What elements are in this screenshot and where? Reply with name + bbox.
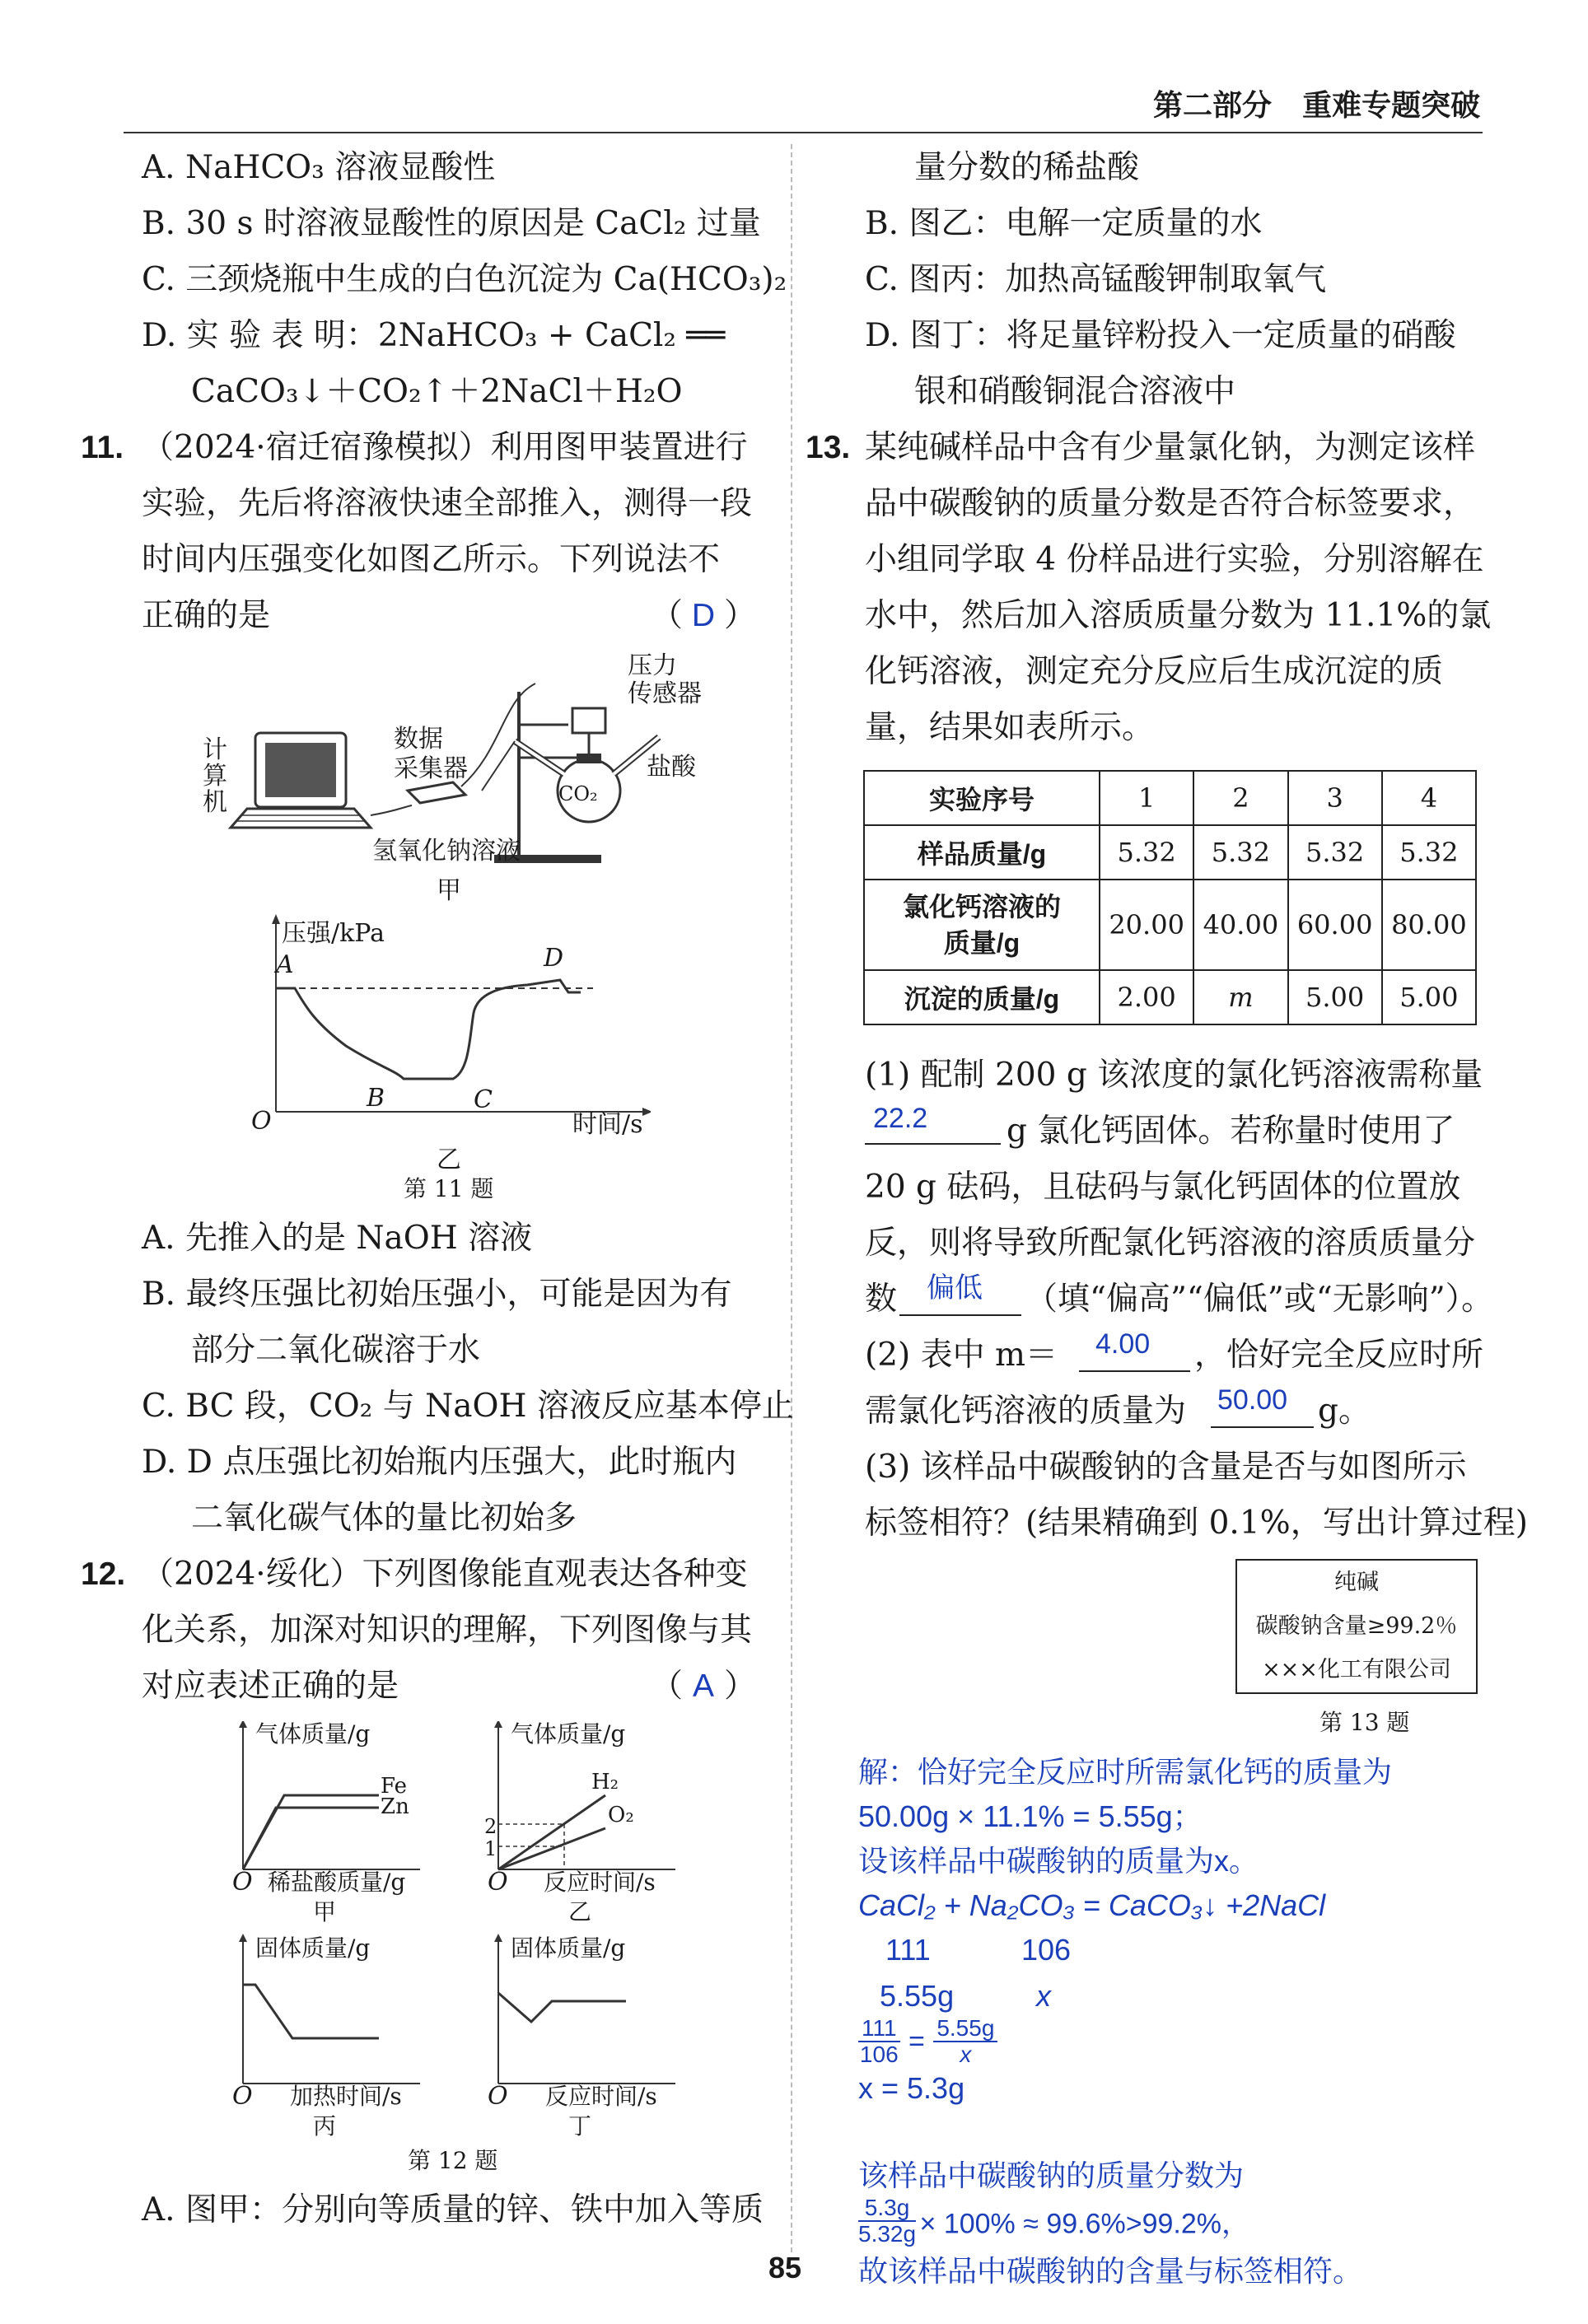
label-co2: CO₂ (558, 782, 598, 805)
q11-option-b: B. 最终压强比初始压强小，可能是因为有 (142, 1276, 732, 1313)
point-d: D (544, 944, 564, 973)
q13-line: 水中，然后加入溶质质量分数为 11.1%的氯 (865, 597, 1492, 634)
solution-mr-cacl2: 111 (885, 1933, 931, 1967)
label-sensor: 压力 传感器 (628, 651, 702, 708)
q12-option-c: C. 图丙：加热高锰酸钾制取氧气 (865, 261, 1327, 298)
q12-option-d-cont: 银和硝酸铜混合溶液中 (914, 373, 1236, 410)
q12-option-b: B. 图乙：电解一定质量的水 (865, 205, 1263, 242)
point-c: C (474, 1085, 493, 1114)
graph-xlabel: 时间/s (572, 1110, 643, 1139)
graph-origin: O (251, 1107, 272, 1136)
q11-option-b-cont: 部分二氧化碳溶于水 (191, 1332, 481, 1369)
g2-origin: O (488, 1868, 508, 1897)
q13-p1-line5a: 数 (865, 1281, 898, 1318)
q13-p1-line3: 20 g 砝码，且砝码与氯化钙固体的位置放 (865, 1169, 1461, 1206)
table-row: 样品质量/g 5.32 5.32 5.32 5.32 (864, 825, 1476, 880)
q12-line: 对应表述正确的是 (142, 1668, 399, 1705)
g4-ylabel: 固体质量/g (511, 1934, 626, 1962)
header-title: 重难专题突破 (1302, 88, 1481, 122)
answer-cacl2-mass: 22.2 (873, 1103, 928, 1134)
g2-ylabel: 气体质量/g (511, 1720, 626, 1748)
q11-line: 正确的是 (142, 597, 271, 634)
q12-answer-box: （ A ） (651, 1668, 757, 1705)
q13-number: 13. (806, 430, 851, 465)
g2-xlabel: 反应时间/s (544, 1869, 656, 1896)
solution-line: 设该样品中碳酸钠的质量为x。 (858, 1844, 1259, 1878)
q13-line: 某纯碱样品中含有少量氯化钠，为测定该样 (865, 429, 1476, 466)
q13-p2-a: (2) 表中 m＝ (865, 1337, 1058, 1374)
q13-p3-line1: (3) 该样品中碳酸钠的含量是否与如图所示 (865, 1449, 1467, 1486)
q12-option-d: D. 图丁：将足量锌粉投入一定质量的硝酸 (865, 317, 1456, 354)
label-name: 纯碱 (1334, 1570, 1379, 1595)
q12-line: （2024·绥化）下列图像能直观表达各种变 (142, 1556, 748, 1593)
q10-option-d-cont: CaCO₃↓＋CO₂↑＋2NaCl＋H₂O (191, 373, 683, 410)
q11-option-c: C. BC 段，CO₂ 与 NaOH 溶液反应基本停止 (142, 1388, 794, 1425)
graph-ylabel: 压强/kPa (282, 919, 385, 948)
results-table (863, 770, 1477, 1025)
g2-caption: 乙 (568, 1898, 592, 1925)
q12-number: 12. (81, 1556, 126, 1592)
g2-h2: H₂ (591, 1770, 619, 1794)
answer-m: 4.00 (1095, 1328, 1151, 1360)
q13-p1-line5b: （填“偏高”“偏低”或“无影响”）。 (1025, 1281, 1494, 1318)
g2-tick-1: 1 (484, 1837, 497, 1860)
q13-p1-line4: 反，则将导致所配氯化钙溶液的溶质质量分 (865, 1225, 1476, 1262)
q11-answer: D (691, 598, 716, 633)
label-content: 碳酸钠含量≥99.2％ (1255, 1613, 1458, 1639)
q13-line: 化钙溶液，测定充分反应后生成沉淀的质 (865, 653, 1444, 690)
g3-ylabel: 固体质量/g (255, 1934, 371, 1962)
g1-xlabel: 稀盐酸质量/g (268, 1869, 406, 1896)
g3-origin: O (232, 2082, 253, 2111)
solution-x: x (1036, 1979, 1051, 2013)
q10-option-a: A. NaHCO₃ 溶液显酸性 (142, 149, 496, 186)
q13-p1-line1: (1) 配制 200 g 该浓度的氯化钙溶液需称量 (865, 1057, 1483, 1094)
q11-figure-caption: 第 11 题 (404, 1175, 494, 1202)
solution-line: 该样品中碳酸钠的质量分数为 (858, 2158, 1245, 2192)
q12-graphs (231, 1721, 692, 2133)
q13-line: 小组同学取 4 份样品进行实验，分别溶解在 (865, 541, 1484, 578)
q13-line: 量，结果如表所示。 (865, 709, 1155, 746)
g2-tick-2: 2 (484, 1815, 497, 1838)
q12-line: 化关系，加深对知识的理解，下列图像与其 (142, 1612, 753, 1649)
q11-line: （2024·宿迁宿豫模拟）利用图甲装置进行 (142, 429, 748, 466)
column-divider (791, 144, 792, 2252)
solution-proportion: $\frac{111}{106}$ = $\frac{5.55g}{x}$ (858, 2016, 997, 2067)
g1-zn: Zn (381, 1794, 409, 1819)
label-company: ×××化工有限公司 (1262, 1657, 1451, 1682)
point-a: A (276, 950, 294, 979)
g4-origin: O (488, 2082, 508, 2111)
q11-line: 实验，先后将溶液快速全部推入，测得一段 (142, 485, 753, 522)
q12-answer: A (693, 1668, 715, 1704)
label-naoh: 氢氧化钠溶液 (372, 837, 521, 866)
product-label (1235, 1559, 1478, 1694)
g1-origin: O (232, 1868, 253, 1897)
header-part: 第二部分 (1153, 88, 1273, 122)
solution-conclusion: 故该样品中碳酸钠的含量与标签相符。 (858, 2254, 1363, 2288)
g3-caption: 丙 (313, 2112, 337, 2140)
solution-equation: CaCl₂ + Na₂CO₃ = CaCO₃↓ +2NaCl (858, 1888, 1326, 1922)
caption-yi: 乙 (437, 1146, 461, 1174)
solution-mr-na2co3: 106 (1021, 1933, 1072, 1967)
q11-answer-box: （ D ） (651, 597, 757, 634)
label-collector: 数据 采集器 (394, 725, 468, 783)
solution-mass-cacl2: 5.55g (880, 1979, 955, 2013)
table-row: 氯化钙溶液的 质量/g 20.00 40.00 60.00 80.00 (864, 880, 1476, 970)
header-rule (124, 132, 1483, 133)
solution-percent: $\frac{5.3g}{5.32g}$ × 100% ≈ 99.6%>99.2%， (858, 2195, 1250, 2247)
answer-effect: 偏低 (927, 1272, 983, 1304)
q11-number: 11. (81, 430, 124, 465)
q11-line: 时间内压强变化如图乙所示。下列说法不 (142, 541, 721, 578)
g3-xlabel: 加热时间/s (290, 2083, 402, 2110)
solution-line: 解：恰好完全反应时所需氯化钙的质量为 (858, 1755, 1393, 1789)
table-row: 沉淀的质量/g 2.00 m 5.00 5.00 (864, 970, 1476, 1024)
g1-fe: Fe (381, 1774, 408, 1799)
caption-jia: 甲 (437, 876, 461, 905)
answer-solution-mass: 50.00 (1217, 1384, 1288, 1416)
q11-option-d: D. D 点压强比初始瓶内压强大，此时瓶内 (142, 1444, 737, 1481)
q13-p2-d: g。 (1318, 1393, 1371, 1430)
q11-option-a: A. 先推入的是 NaOH 溶液 (142, 1220, 533, 1257)
g1-caption: 甲 (313, 1898, 337, 1925)
q13-line: 品中碳酸钠的质量分数是否符合标签要求， (865, 485, 1476, 522)
q10-option-c: C. 三颈烧瓶中生成的白色沉淀为 Ca(HCO₃)₂ (142, 261, 787, 298)
q13-figure-caption: 第 13 题 (1319, 1709, 1410, 1736)
q10-option-d: D. 实 验 表 明：2NaHCO₃ + CaCl₂ ══ (142, 317, 726, 354)
page-number: 85 (768, 2251, 802, 2284)
q10-option-b: B. 30 s 时溶液显酸性的原因是 CaCl₂ 过量 (142, 205, 761, 242)
q13-p3-line2: 标签相符？(结果精确到 0.1%，写出计算过程) (865, 1505, 1528, 1542)
g1-ylabel: 气体质量/g (255, 1720, 371, 1748)
g2-o2: O₂ (608, 1803, 634, 1827)
q13-p2-c: 需氯化钙溶液的质量为 (865, 1393, 1187, 1430)
g4-caption: 丁 (568, 2112, 592, 2140)
q12-option-a-cont: 量分数的稀盐酸 (914, 149, 1140, 186)
solution-line: 50.00g × 11.1% = 5.55g； (858, 1799, 1203, 1833)
q12-figure-caption: 第 12 题 (408, 2147, 498, 2174)
q13-p2-b: ，恰好完全反应时所 (1194, 1337, 1484, 1374)
q13-p1-line2: g 氯化钙固体。若称量时使用了 (1007, 1113, 1455, 1150)
solution-result: x = 5.3g (858, 2071, 965, 2105)
point-b: B (367, 1084, 385, 1113)
q11-option-d-cont: 二氧化碳气体的量比初始多 (191, 1500, 577, 1537)
label-computer: 计 算 机 (203, 735, 227, 817)
label-acid: 盐酸 (647, 753, 696, 782)
table-row: 实验序号 1 2 3 4 (864, 771, 1476, 825)
q12-option-a: A. 图甲：分别向等质量的锌、铁中加入等质 (142, 2191, 764, 2228)
header (1153, 82, 1480, 124)
g4-xlabel: 反应时间/s (545, 2083, 657, 2110)
